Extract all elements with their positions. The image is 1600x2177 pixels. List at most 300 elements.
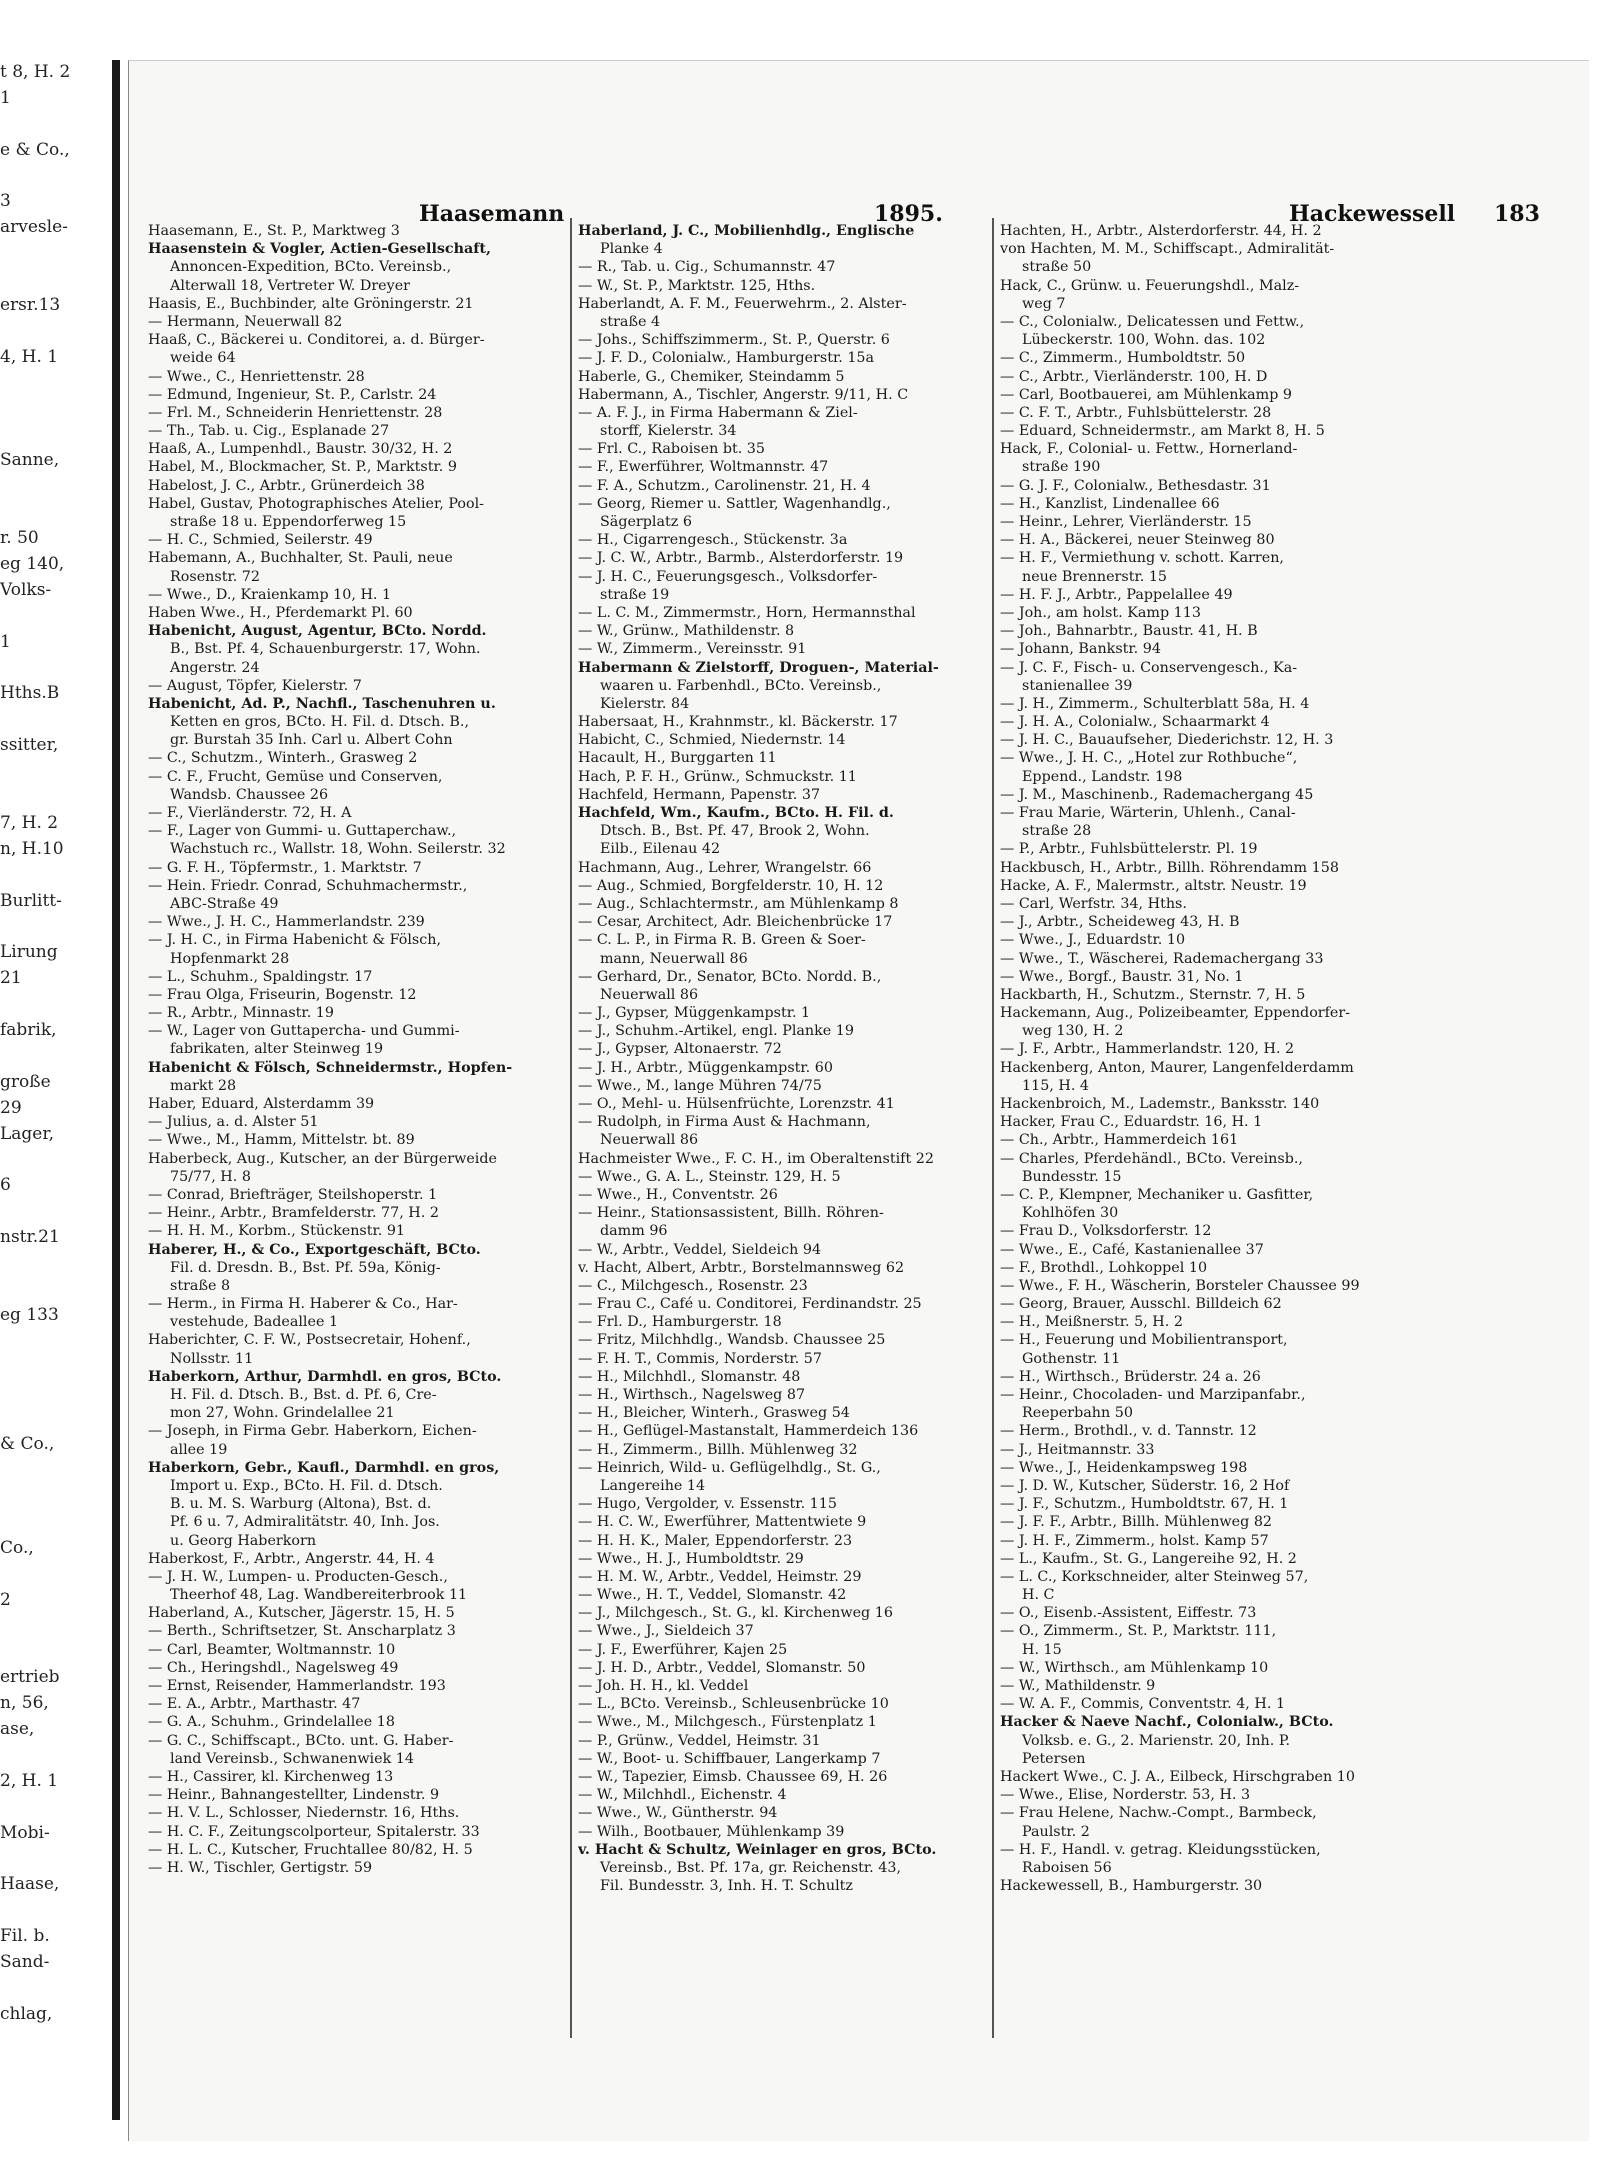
directory-entry-line: — F. H. T., Commis, Norderstr. 57: [578, 1350, 822, 1367]
prev-page-fragment: Mobi-: [0, 1822, 50, 1843]
directory-entry-line: — C. F., Frucht, Gemüse und Conserven,: [148, 768, 443, 785]
directory-entry-line: — Hein. Friedr. Conrad, Schuhmachermstr.,: [148, 877, 468, 894]
directory-entry-line: — F., Brothdl., Lohkoppel 10: [1000, 1259, 1208, 1276]
directory-entry-line: Haasemann, E., St. P., Marktweg 3: [148, 223, 400, 239]
prev-page-fragment: [0, 1044, 108, 1070]
prev-page-fragment: [0, 1484, 108, 1510]
directory-entry-line: — Wwe., D., Kraienkamp 10, H. 1: [148, 586, 392, 603]
directory-entry-line: gr. Burstah 35 Inh. Carl u. Albert Cohn: [170, 732, 453, 749]
directory-entry-line: — J. H. C., in Firma Habenicht & Fölsch,: [148, 932, 442, 949]
directory-entry-line: — L. C. M., Zimmermstr., Horn, Hermannsthal: [578, 604, 916, 621]
directory-entry-line: Volksb. e. G., 2. Marienstr. 20, Inh. P.: [1022, 1732, 1291, 1749]
directory-entry-line: — Joh., Bahnarbtr., Baustr. 41, H. B: [1000, 623, 1258, 640]
prev-page-fragment: ssitter,: [0, 735, 59, 756]
directory-entry-line: Habemann, A., Buchhalter, St. Pauli, neue: [148, 550, 453, 567]
directory-entry-line: — W., Mathildenstr. 9: [1000, 1678, 1156, 1694]
prev-page-fragment: eg 133: [0, 1304, 59, 1325]
prev-page-fragment: & Co.,: [0, 1434, 55, 1455]
directory-entry-line: — Aug., Schmied, Borgfelderstr. 10, H. 12: [578, 877, 884, 894]
directory-entry-line: — C., Schutzm., Winterh., Grasweg 2: [148, 750, 418, 767]
directory-entry-line: — H. C., Schmied, Seilerstr. 49: [148, 532, 373, 549]
prev-page-fragment: [0, 1639, 108, 1665]
directory-entry-line: straße 28: [1022, 823, 1092, 840]
prev-page-fragment: [0, 1251, 108, 1277]
directory-entry-line: Hack, F., Colonial- u. Fettw., Hornerland-: [1000, 441, 1298, 458]
directory-entry-line: — August, Töpfer, Kielerstr. 7: [148, 677, 362, 694]
directory-entry-line: Habermann, A., Tischler, Angerstr. 9/11, H. C: [578, 386, 909, 403]
prev-page-fragment: n, H.10: [0, 838, 64, 859]
directory-entry-line: — H., Bleicher, Winterh., Grasweg 54: [578, 1405, 850, 1422]
directory-entry-line: — J. H. A., Colonialw., Schaarmarkt 4: [1000, 714, 1270, 731]
directory-entry-line: Hacault, H., Burggarten 11: [578, 750, 777, 767]
prev-page-fragment: [0, 397, 108, 423]
directory-entry-line: Gothenstr. 11: [1022, 1350, 1121, 1367]
directory-entry-line: — Wwe., M., Milchgesch., Fürstenplatz 1: [578, 1714, 877, 1731]
directory-entry-line: Bundesstr. 15: [1022, 1168, 1122, 1185]
directory-entry-line: — W., Milchhdl., Eichenstr. 4: [578, 1787, 787, 1804]
prev-page-fragment: 29: [0, 1097, 22, 1118]
directory-entry-line: — Charles, Pferdehändl., BCto. Vereinsb.,: [1000, 1150, 1303, 1167]
directory-entry-line: — J. H. C., Bauaufseher, Diederichstr. 12, H. 3: [1000, 732, 1334, 749]
directory-entry-line: Haberkorn, Arthur, Darmhdl. en gros, BCto.: [148, 1368, 502, 1385]
directory-entry-line: Fil. Bundesstr. 3, Inh. H. T. Schultz: [600, 1878, 853, 1895]
directory-entry-line: waaren u. Farbenhdl., BCto. Vereinsb.,: [600, 677, 882, 694]
prev-page-fragment: 2: [0, 1589, 11, 1610]
directory-entry-line: — Frl. C., Raboisen bt. 35: [578, 441, 765, 458]
directory-entry-line: Annoncen-Expedition, BCto. Vereinsb.,: [170, 259, 452, 276]
directory-entry-line: — J. M., Maschinenb., Rademachergang 45: [1000, 786, 1314, 803]
directory-entry-line: Haaß, A., Lumpenhdl., Baustr. 30/32, H. 2: [148, 441, 453, 458]
prev-page-fragment: 1: [0, 87, 11, 108]
directory-entry-line: — H., Kanzlist, Lindenallee 66: [1000, 495, 1220, 512]
directory-entry-line: — W., Arbtr., Veddel, Sieldeich 94: [578, 1241, 822, 1258]
directory-entry-line: Habelost, J. C., Arbtr., Grünerdeich 38: [148, 477, 425, 494]
directory-entry-line: 115, H. 4: [1022, 1077, 1090, 1094]
directory-entry-line: Hackbusch, H., Arbtr., Billh. Röhrendamm 158: [1000, 859, 1339, 876]
directory-entry-line: Hopfenmarkt 28: [170, 950, 290, 967]
directory-entry-line: — W. A. F., Commis, Conventstr. 4, H. 1: [1000, 1696, 1286, 1713]
directory-entry-line: straße 50: [1022, 259, 1092, 276]
directory-entry-line: — Hugo, Vergolder, v. Essenstr. 115: [578, 1496, 837, 1513]
directory-entry-line: — Joseph, in Firma Gebr. Haberkorn, Eichen-: [148, 1423, 477, 1440]
directory-entry-line: mann, Neuerwall 86: [600, 950, 748, 967]
directory-entry-line: — C. F. T., Arbtr., Fuhlsbüttelerstr. 28: [1000, 404, 1272, 421]
directory-entry-line: fabrikaten, alter Steinweg 19: [170, 1041, 384, 1058]
directory-entry-line: B. u. M. S. Warburg (Altona), Bst. d.: [170, 1496, 432, 1513]
prev-page-fragment: Volks-: [0, 579, 52, 600]
directory-entry-line: — H., Meißnerstr. 5, H. 2: [1000, 1314, 1183, 1331]
directory-entry-line: Vereinsb., Bst. Pf. 17a, gr. Reichenstr. 43,: [600, 1859, 902, 1876]
directory-entry-line: Hachfeld, Wm., Kaufm., BCto. H. Fil. d.: [578, 805, 894, 821]
prev-page-fragment: 1: [0, 631, 11, 652]
directory-entry-line: — H. F., Vermiethung v. schott. Karren,: [1000, 550, 1284, 567]
directory-entry-line: — F., Vierländerstr. 72, H. A: [148, 805, 352, 821]
directory-entry-line: — Edmund, Ingenieur, St. P., Carlstr. 24: [148, 386, 437, 403]
directory-entry-line: Alterwall 18, Vertreter W. Dreyer: [170, 277, 411, 294]
prev-page-fragment: [0, 1277, 108, 1303]
directory-entry-line: land Vereinsb., Schwanenwiek 14: [170, 1750, 414, 1767]
directory-entry-line: — Wwe., Elise, Norderstr. 53, H. 3: [1000, 1787, 1251, 1804]
previous-page-edge: [0, 60, 108, 2120]
directory-entry-line: — H., Wirthsch., Nagelsweg 87: [578, 1387, 806, 1403]
directory-entry-line: — Wwe., J., Heidenkampsweg 198: [1000, 1459, 1248, 1476]
directory-entry-line: Hacker, Frau C., Eduardstr. 16, H. 1: [1000, 1114, 1263, 1131]
directory-entry-line: H. C: [1022, 1587, 1055, 1604]
prev-page-fragment: r. 50: [0, 528, 39, 549]
prev-page-fragment: [0, 914, 108, 940]
prev-page-fragment: [0, 1510, 108, 1536]
directory-entry-line: — Eduard, Schneidermstr., am Markt 8, H. 5: [1000, 423, 1325, 440]
directory-entry-line: — H. M. W., Arbtr., Veddel, Heimstr. 29: [578, 1568, 862, 1585]
directory-entry-line: — H. V. L., Schlosser, Niedernstr. 16, Hths.: [148, 1805, 460, 1822]
prev-page-fragment: [0, 267, 108, 293]
directory-entry-line: — F., Lager von Gummi- u. Guttaperchaw.,: [148, 823, 457, 840]
directory-entry-line: Habersaat, H., Krahnmstr., kl. Bäckerstr. 17: [578, 714, 898, 731]
directory-entry-line: — W., Lager von Guttapercha- und Gummi-: [148, 1023, 460, 1040]
directory-entry-line: H. Fil. d. Dtsch. B., Bst. d. Pf. 6, Cre-: [170, 1387, 437, 1403]
directory-entry-line: — L., Schuhm., Spaldingstr. 17: [148, 968, 373, 985]
directory-entry-line: Hacke, A. F., Malermstr., altstr. Neustr. 19: [1000, 877, 1307, 894]
prev-page-fragment: [0, 422, 108, 448]
prev-page-fragment: arvesle-: [0, 217, 68, 238]
directory-entry-line: straße 18 u. Eppendorferweg 15: [170, 514, 407, 530]
directory-entry-line: — J. C. W., Arbtr., Barmb., Alsterdorferstr. 19: [578, 550, 904, 567]
directory-entry-line: — J. D. W., Kutscher, Süderstr. 16, 2 Hof: [1000, 1477, 1290, 1494]
directory-entry-line: v. Hacht, Albert, Arbtr., Borstelmannsweg 62: [578, 1259, 905, 1276]
directory-entry-line: — J. C. F., Fisch- u. Conservengesch., Ka-: [1000, 659, 1298, 676]
directory-entry-line: — J. H. F., Zimmerm., holst. Kamp 57: [1000, 1532, 1269, 1549]
directory-entry-line: Sägerplatz 6: [600, 514, 692, 530]
directory-entry-line: — Heinr., Lehrer, Vierländerstr. 15: [1000, 514, 1252, 530]
directory-entry-line: — H. F. J., Arbtr., Pappelallee 49: [1000, 586, 1233, 603]
directory-entry-line: — J. H., Arbtr., Müggenkampstr. 60: [578, 1059, 833, 1076]
directory-entry-line: — Wwe., J., Sieldeich 37: [578, 1623, 754, 1640]
directory-entry-line: — Conrad, Briefträger, Steilshoperstr. 1: [148, 1186, 438, 1203]
directory-entry-line: — Johann, Bankstr. 94: [1000, 641, 1161, 658]
directory-entry-line: — Ch., Heringshdl., Nagelsweg 49: [148, 1659, 399, 1676]
directory-entry-line: — Wwe., E., Café, Kastanienallee 37: [1000, 1241, 1264, 1258]
directory-entry-line: Ketten en gros, BCto. H. Fil. d. Dtsch. B.,: [170, 714, 469, 731]
directory-entry-line: — F. A., Schutzm., Carolinenstr. 21, H. 4: [578, 477, 871, 494]
directory-entry-line: — Heinrich, Wild- u. Geflügelhdlg., St. G.,: [578, 1459, 881, 1476]
directory-entry-line: — P., Grünw., Veddel, Heimstr. 31: [578, 1732, 821, 1749]
column-rule: [570, 218, 572, 2038]
directory-entry-line: — J., Schuhm.-Artikel, engl. Planke 19: [578, 1023, 854, 1040]
directory-entry-line: 75/77, H. 8: [170, 1168, 251, 1185]
directory-entry-line: Hach, P. F. H., Grünw., Schmuckstr. 11: [578, 768, 857, 785]
directory-entry-line: — J., Gypser, Müggenkampstr. 1: [578, 1005, 811, 1022]
prev-page-fragment: chlag,: [0, 2003, 53, 2024]
directory-entry-line: Wachstuch rc., Wallstr. 18, Wohn. Seilerstr. 32: [170, 841, 506, 858]
directory-entry-line: — J., Milchgesch., St. G., kl. Kirchenweg 16: [578, 1605, 893, 1622]
prev-page-fragment: 2, H. 1: [0, 1770, 59, 1791]
prev-page-fragment: [0, 1898, 108, 1924]
directory-entry-line: — J., Gypser, Altonaerstr. 72: [578, 1041, 782, 1058]
directory-entry-line: Hackemann, Aug., Polizeibeamter, Eppendorfer-: [1000, 1005, 1351, 1022]
directory-entry-line: — J. F. D., Colonialw., Hamburgerstr. 15a: [578, 350, 875, 367]
directory-entry-line: — Aug., Schlachtermstr., am Mühlenkamp 8: [578, 895, 899, 912]
directory-entry-line: — O., Eisenb.-Assistent, Eiffestr. 73: [1000, 1605, 1257, 1622]
directory-entry-line: — Johs., Schiffszimmerm., St. P., Querstr. 6: [578, 332, 890, 349]
directory-entry-line: — Wwe., M., Hamm, Mittelstr. bt. 89: [148, 1132, 415, 1149]
directory-entry-line: — G. J. F., Colonialw., Bethesdastr. 31: [1000, 477, 1271, 494]
directory-entry-line: — Ernst, Reisender, Hammerlandstr. 193: [148, 1678, 446, 1694]
directory-entry-line: Fil. d. Dresdn. B., Bst. Pf. 59a, König-: [170, 1259, 441, 1276]
directory-entry-line: — W., Zimmerm., Vereinsstr. 91: [578, 641, 807, 658]
directory-entry-line: — E. A., Arbtr., Marthastr. 47: [148, 1696, 361, 1713]
directory-entry-line: — Fritz, Milchhdlg., Wandsb. Chaussee 25: [578, 1332, 886, 1349]
directory-entry-line: Habicht, C., Schmied, Niedernstr. 14: [578, 732, 846, 749]
directory-entry-line: Habenicht, August, Agentur, BCto. Nordd.: [148, 623, 487, 640]
directory-entry-line: — Carl, Werfstr. 34, Hths.: [1000, 895, 1187, 912]
directory-entry-line: vestehude, Badeallee 1: [170, 1314, 339, 1331]
directory-entry-line: — Frau Helene, Nachw.-Compt., Barmbeck,: [1000, 1805, 1317, 1822]
year-heading: 1895.: [874, 201, 943, 227]
directory-entry-line: Dtsch. B., Bst. Pf. 47, Brook 2, Wohn.: [600, 823, 870, 840]
directory-entry-line: Habenicht, Ad. P., Nachfl., Taschenuhren u.: [148, 695, 496, 712]
prev-page-fragment: Sanne,: [0, 450, 60, 471]
prev-page-fragment: 6: [0, 1175, 11, 1196]
directory-entry-line: — C. L. P., in Firma R. B. Green & Soer-: [578, 932, 866, 949]
directory-entry-line: Hackert Wwe., C. J. A., Eilbeck, Hirschgraben 10: [1000, 1768, 1355, 1785]
directory-entry-line: Haberland, A., Kutscher, Jägerstr. 15, H. 5: [148, 1605, 455, 1622]
prev-page-fragment: [0, 112, 108, 138]
directory-entry-line: — C., Colonialw., Delicatessen und Fettw.,: [1000, 313, 1305, 330]
prev-page-fragment: [0, 1976, 108, 2002]
directory-entry-line: Import u. Exp., BCto. H. Fil. d. Dtsch.: [170, 1477, 443, 1494]
directory-entry-line: — Wwe., W., Güntherstr. 94: [578, 1805, 778, 1822]
directory-entry-line: — J. F. F., Arbtr., Billh. Mühlenweg 82: [1000, 1514, 1273, 1531]
directory-entry-line: Hacker & Naeve Nachf., Colonialw., BCto.: [1000, 1714, 1334, 1731]
directory-entry-line: storff, Kielerstr. 34: [600, 423, 737, 440]
prev-page-fragment: Hths.B: [0, 683, 60, 704]
directory-entry-line: — Heinr., Bahnangestellter, Lindenstr. 9: [148, 1787, 440, 1804]
prev-page-fragment: 3: [0, 191, 11, 212]
directory-entry-line: — Frau D., Volksdorferstr. 12: [1000, 1223, 1212, 1240]
directory-entry-line: H. 15: [1022, 1641, 1062, 1658]
prev-page-fragment: [0, 1406, 108, 1432]
directory-entry-line: Hachmeister Wwe., F. C. H., im Oberaltenstift 22: [578, 1150, 934, 1167]
prev-page-fragment: ersr.13: [0, 295, 61, 316]
directory-entry-line: — G. A., Schuhm., Grindelallee 18: [148, 1714, 395, 1731]
directory-entry-line: Haberland, J. C., Mobilienhdlg., Englische: [578, 223, 915, 239]
directory-entry-line: — Wwe., F. H., Wäscherin, Borsteler Chaussee 99: [1000, 1277, 1360, 1294]
directory-entry-line: — H., Feuerung und Mobilientransport,: [1000, 1332, 1288, 1349]
directory-entry-line: — H. L. C., Kutscher, Fruchtallee 80/82, H. 5: [148, 1841, 473, 1858]
directory-entry-line: Haberbeck, Aug., Kutscher, an der Bürgerweide: [148, 1150, 497, 1167]
directory-entry-line: — H. C. F., Zeitungscolporteur, Spitalerstr. 33: [148, 1823, 480, 1840]
prev-page-fragment: 7, H. 2: [0, 812, 59, 833]
directory-entry-line: — Gerhard, Dr., Senator, BCto. Nordd. B.,: [578, 968, 882, 985]
directory-entry-line: straße 8: [170, 1277, 231, 1294]
directory-entry-line: — Frau Olga, Friseurin, Bogenstr. 12: [148, 986, 417, 1003]
prev-page-fragment: [0, 241, 108, 267]
directory-entry-line: — W., St. P., Marktstr. 125, Hths.: [578, 277, 816, 294]
directory-entry-line: — J., Heitmannstr. 33: [1000, 1441, 1155, 1458]
directory-entry-line: straße 4: [600, 313, 661, 330]
directory-entry-line: Kohlhöfen 30: [1022, 1205, 1119, 1222]
prev-page-fragment: [0, 1743, 108, 1769]
prev-page-fragment: [0, 1562, 108, 1588]
directory-entry-line: — Wwe., H., Conventstr. 26: [578, 1186, 778, 1203]
prev-page-fragment: große: [0, 1071, 51, 1092]
prev-page-fragment: Sand-: [0, 1952, 50, 1973]
left-running-head: Haasemann: [419, 201, 565, 227]
directory-entry-line: — H. W., Tischler, Gertigstr. 59: [148, 1859, 373, 1876]
directory-entry-line: — H. F., Handl. v. getrag. Kleidungsstücken,: [1000, 1841, 1321, 1858]
directory-entry-line: allee 19: [170, 1441, 228, 1458]
directory-entry-line: — G. F. H., Töpfermstr., 1. Marktstr. 7: [148, 859, 422, 876]
directory-entry-line: Lübeckerstr. 100, Wohn. das. 102: [1022, 332, 1266, 349]
directory-entry-line: — C., Zimmerm., Humboldtstr. 50: [1000, 350, 1246, 367]
directory-entry-line: Haben Wwe., H., Pferdemarkt Pl. 60: [148, 604, 413, 621]
directory-entry-line: — Joh. H. H., kl. Veddel: [578, 1678, 749, 1694]
prev-page-fragment: [0, 319, 108, 345]
prev-page-fragment: [0, 863, 108, 889]
directory-entry-line: — W., Grünw., Mathildenstr. 8: [578, 623, 795, 640]
directory-entry-line: Habenicht & Fölsch, Schneidermstr., Hopfen-: [148, 1059, 513, 1076]
prev-page-fragment: eg 140,: [0, 553, 65, 574]
directory-entry-line: Haber, Eduard, Alsterdamm 39: [148, 1096, 375, 1112]
directory-entry-line: von Hachten, M. M., Schiffscapt., Admiralität-: [1000, 241, 1335, 258]
directory-entry-line: weide 64: [170, 350, 236, 367]
directory-entry-line: Neuerwall 86: [600, 1132, 699, 1149]
directory-entry-line: — R., Arbtr., Minnastr. 19: [148, 1005, 334, 1022]
directory-entry-line: — Herm., in Firma H. Haberer & Co., Har-: [148, 1296, 458, 1313]
prev-page-fragment: 4, H. 1: [0, 346, 59, 367]
directory-entry-line: — Heinr., Arbtr., Bramfelderstr. 77, H. 2: [148, 1205, 439, 1222]
directory-entry-line: — H., Cigarrengesch., Stückenstr. 3a: [578, 532, 848, 549]
directory-entry-line: Hachfeld, Hermann, Papenstr. 37: [578, 786, 821, 803]
prev-page-fragment: [0, 1147, 108, 1173]
directory-entry-line: Haberlandt, A. F. M., Feuerwehrm., 2. Alster-: [578, 295, 907, 312]
directory-entry-line: — Julius, a. d. Alster 51: [148, 1114, 319, 1131]
directory-entry-line: — Frau C., Café u. Conditorei, Ferdinandstr. 25: [578, 1296, 922, 1313]
directory-entry-line: ABC-Straße 49: [170, 895, 279, 912]
directory-entry-line: — Wwe., H. T., Veddel, Slomanstr. 42: [578, 1587, 847, 1604]
prev-page-fragment: [0, 785, 108, 811]
directory-entry-line: — Joh., am holst. Kamp 113: [1000, 604, 1201, 621]
directory-entry-line: Hackenberg, Anton, Maurer, Langenfelderdamm: [1000, 1059, 1354, 1076]
directory-entry-line: — Cesar, Architect, Adr. Bleichenbrücke 17: [578, 914, 893, 931]
right-running-head: Hackewessell: [1289, 201, 1456, 227]
prev-page-fragment: e & Co.,: [0, 139, 70, 160]
directory-entry-line: Habel, Gustav, Photographisches Atelier, Pool-: [148, 495, 484, 512]
directory-entry-line: — G. C., Schiffscapt., BCto. unt. G. Haber-: [148, 1732, 454, 1749]
directory-entry-line: — Wwe., J. H. C., Hammerlandstr. 239: [148, 914, 425, 931]
directory-entry-line: Haaß, C., Bäckerei u. Conditorei, a. d. Bürger-: [148, 332, 485, 349]
directory-entry-line: u. Georg Haberkorn: [170, 1532, 317, 1549]
directory-entry-line: damm 96: [600, 1223, 668, 1240]
directory-entry-line: — L. C., Korkschneider, alter Steinweg 57,: [1000, 1568, 1309, 1585]
directory-entry-line: B., Bst. Pf. 4, Schauenburgerstr. 17, Wohn.: [170, 641, 481, 658]
directory-entry-line: Reeperbahn 50: [1022, 1405, 1133, 1422]
directory-entry-line: — Wwe., M., lange Mühren 74/75: [578, 1077, 822, 1094]
directory-entry-line: Haberle, G., Chemiker, Steindamm 5: [578, 368, 845, 385]
directory-entry-line: Eilb., Eilenau 42: [600, 841, 721, 858]
directory-entry-line: — Wwe., H. J., Humboldtstr. 29: [578, 1550, 804, 1567]
prev-page-fragment: ase,: [0, 1719, 35, 1739]
prev-page-fragment: 21: [0, 968, 22, 989]
prev-page-fragment: [0, 992, 108, 1018]
prev-page-fragment: [0, 1795, 108, 1821]
prev-page-fragment: ertrieb: [0, 1667, 60, 1688]
directory-entry-line: weg 7: [1022, 295, 1066, 312]
directory-entry-line: — Wwe., G. A. L., Steinstr. 129, H. 5: [578, 1168, 841, 1185]
directory-entry-line: — A. F. J., in Firma Habermann & Ziel-: [578, 404, 858, 421]
directory-entry-line: Neuerwall 86: [600, 986, 699, 1003]
prev-page-fragment: [0, 1329, 108, 1355]
directory-entry-line: — H., Geflügel-Mastanstalt, Hammerdeich 136: [578, 1423, 919, 1440]
directory-entry-line: — Frl. D., Hamburgerstr. 18: [578, 1314, 782, 1331]
directory-entry-line: neue Brennerstr. 15: [1022, 568, 1168, 585]
directory-entry-line: — J., Arbtr., Scheideweg 43, H. B: [1000, 914, 1240, 931]
directory-entry-line: — J. F., Ewerführer, Kajen 25: [578, 1641, 788, 1658]
directory-entry-line: — J. F., Arbtr., Hammerlandstr. 120, H. 2: [1000, 1041, 1295, 1058]
prev-page-fragment: [0, 474, 108, 500]
directory-entry-line: — Wwe., J. H. C., „Hotel zur Rothbuche“,: [1000, 750, 1298, 767]
directory-entry-line: straße 19: [600, 586, 670, 603]
prev-page-fragment: Haase,: [0, 1874, 60, 1895]
directory-entry-line: stanienallee 39: [1022, 677, 1133, 694]
prev-page-fragment: [0, 1199, 108, 1225]
directory-entry-line: — Ch., Arbtr., Hammerdeich 161: [1000, 1132, 1239, 1149]
directory-entry-line: Haberkorn, Gebr., Kaufl., Darmhdl. en gros,: [148, 1459, 500, 1476]
directory-entry-line: — Georg, Riemer u. Sattler, Wagenhandlg.,: [578, 495, 891, 512]
prev-page-fragment: fabrik,: [0, 1019, 57, 1040]
directory-entry-line: — J. H. C., Feuerungsgesch., Volksdorfer-: [578, 568, 878, 585]
directory-entry-line: weg 130, H. 2: [1022, 1023, 1124, 1040]
directory-entry-line: Haberer, H., & Co., Exportgeschäft, BCto.: [148, 1241, 481, 1258]
directory-entry-line: Habel, M., Blockmacher, St. P., Marktstr. 9: [148, 459, 457, 476]
directory-column-1: [148, 222, 566, 2042]
directory-entry-line: — W., Boot- u. Schiffbauer, Langerkamp 7: [578, 1750, 881, 1767]
directory-entry-line: — H., Milchhdl., Slomanstr. 48: [578, 1368, 801, 1385]
directory-entry-line: Hackenbroich, M., Lademstr., Banksstr. 140: [1000, 1096, 1320, 1112]
directory-entry-line: — L., BCto. Vereinsb., Schleusenbrücke 10: [578, 1696, 889, 1713]
directory-entry-line: — Wwe., C., Henriettenstr. 28: [148, 368, 365, 385]
directory-entry-line: — J. H. D., Arbtr., Veddel, Slomanstr. 50: [578, 1659, 866, 1676]
directory-entry-line: — H., Cassirer, kl. Kirchenweg 13: [148, 1768, 394, 1785]
directory-entry-line: — Berth., Schriftsetzer, St. Anscharplatz 3: [148, 1623, 456, 1640]
directory-entry-line: — Wwe., T., Wäscherei, Rademachergang 33: [1000, 950, 1324, 967]
directory-entry-line: — Carl, Beamter, Woltmannstr. 10: [148, 1641, 396, 1658]
directory-entry-line: — W., Wirthsch., am Mühlenkamp 10: [1000, 1659, 1269, 1676]
directory-entry-line: — Heinr., Chocoladen- und Marzipanfabr.,: [1000, 1387, 1306, 1403]
directory-entry-line: — J. F., Schutzm., Humboldtstr. 67, H. 1: [1000, 1496, 1289, 1513]
prev-page-fragment: Lirung: [0, 942, 58, 963]
prev-page-fragment: n, 56,: [0, 1693, 49, 1714]
directory-entry-line: — H., Zimmerm., Billh. Mühlenweg 32: [578, 1441, 858, 1458]
directory-entry-line: — O., Mehl- u. Hülsenfrüchte, Lorenzstr. 41: [578, 1096, 895, 1112]
directory-entry-line: — Carl, Bootbauerei, am Mühlenkamp 9: [1000, 386, 1293, 403]
directory-entry-line: Hachmann, Aug., Lehrer, Wrangelstr. 66: [578, 859, 872, 876]
directory-entry-line: Pf. 6 u. 7, Admiralitätstr. 40, Inh. Jos.: [170, 1514, 440, 1531]
directory-entry-line: — H. A., Bäckerei, neuer Steinweg 80: [1000, 532, 1275, 549]
directory-entry-line: Haasenstein & Vogler, Actien-Gesellschaft,: [148, 241, 492, 258]
directory-entry-line: Wandsb. Chaussee 26: [170, 786, 329, 803]
directory-column-3: [1000, 222, 1418, 2042]
directory-entry-line: — Wwe., Borgf., Baustr. 31, No. 1: [1000, 968, 1244, 985]
directory-entry-line: Paulstr. 2: [1022, 1823, 1090, 1840]
directory-entry-line: — C., Arbtr., Vierländerstr. 100, H. D: [1000, 368, 1268, 385]
directory-entry-line: — R., Tab. u. Cig., Schumannstr. 47: [578, 259, 836, 276]
directory-entry-line: v. Hacht & Schultz, Weinlager en gros, BCto.: [578, 1841, 937, 1858]
directory-entry-line: Kielerstr. 84: [600, 695, 690, 712]
directory-entry-line: Angerstr. 24: [170, 659, 260, 676]
directory-entry-line: Hachten, H., Arbtr., Alsterdorferstr. 44, H. 2: [1000, 223, 1322, 239]
prev-page-fragment: [0, 371, 108, 397]
